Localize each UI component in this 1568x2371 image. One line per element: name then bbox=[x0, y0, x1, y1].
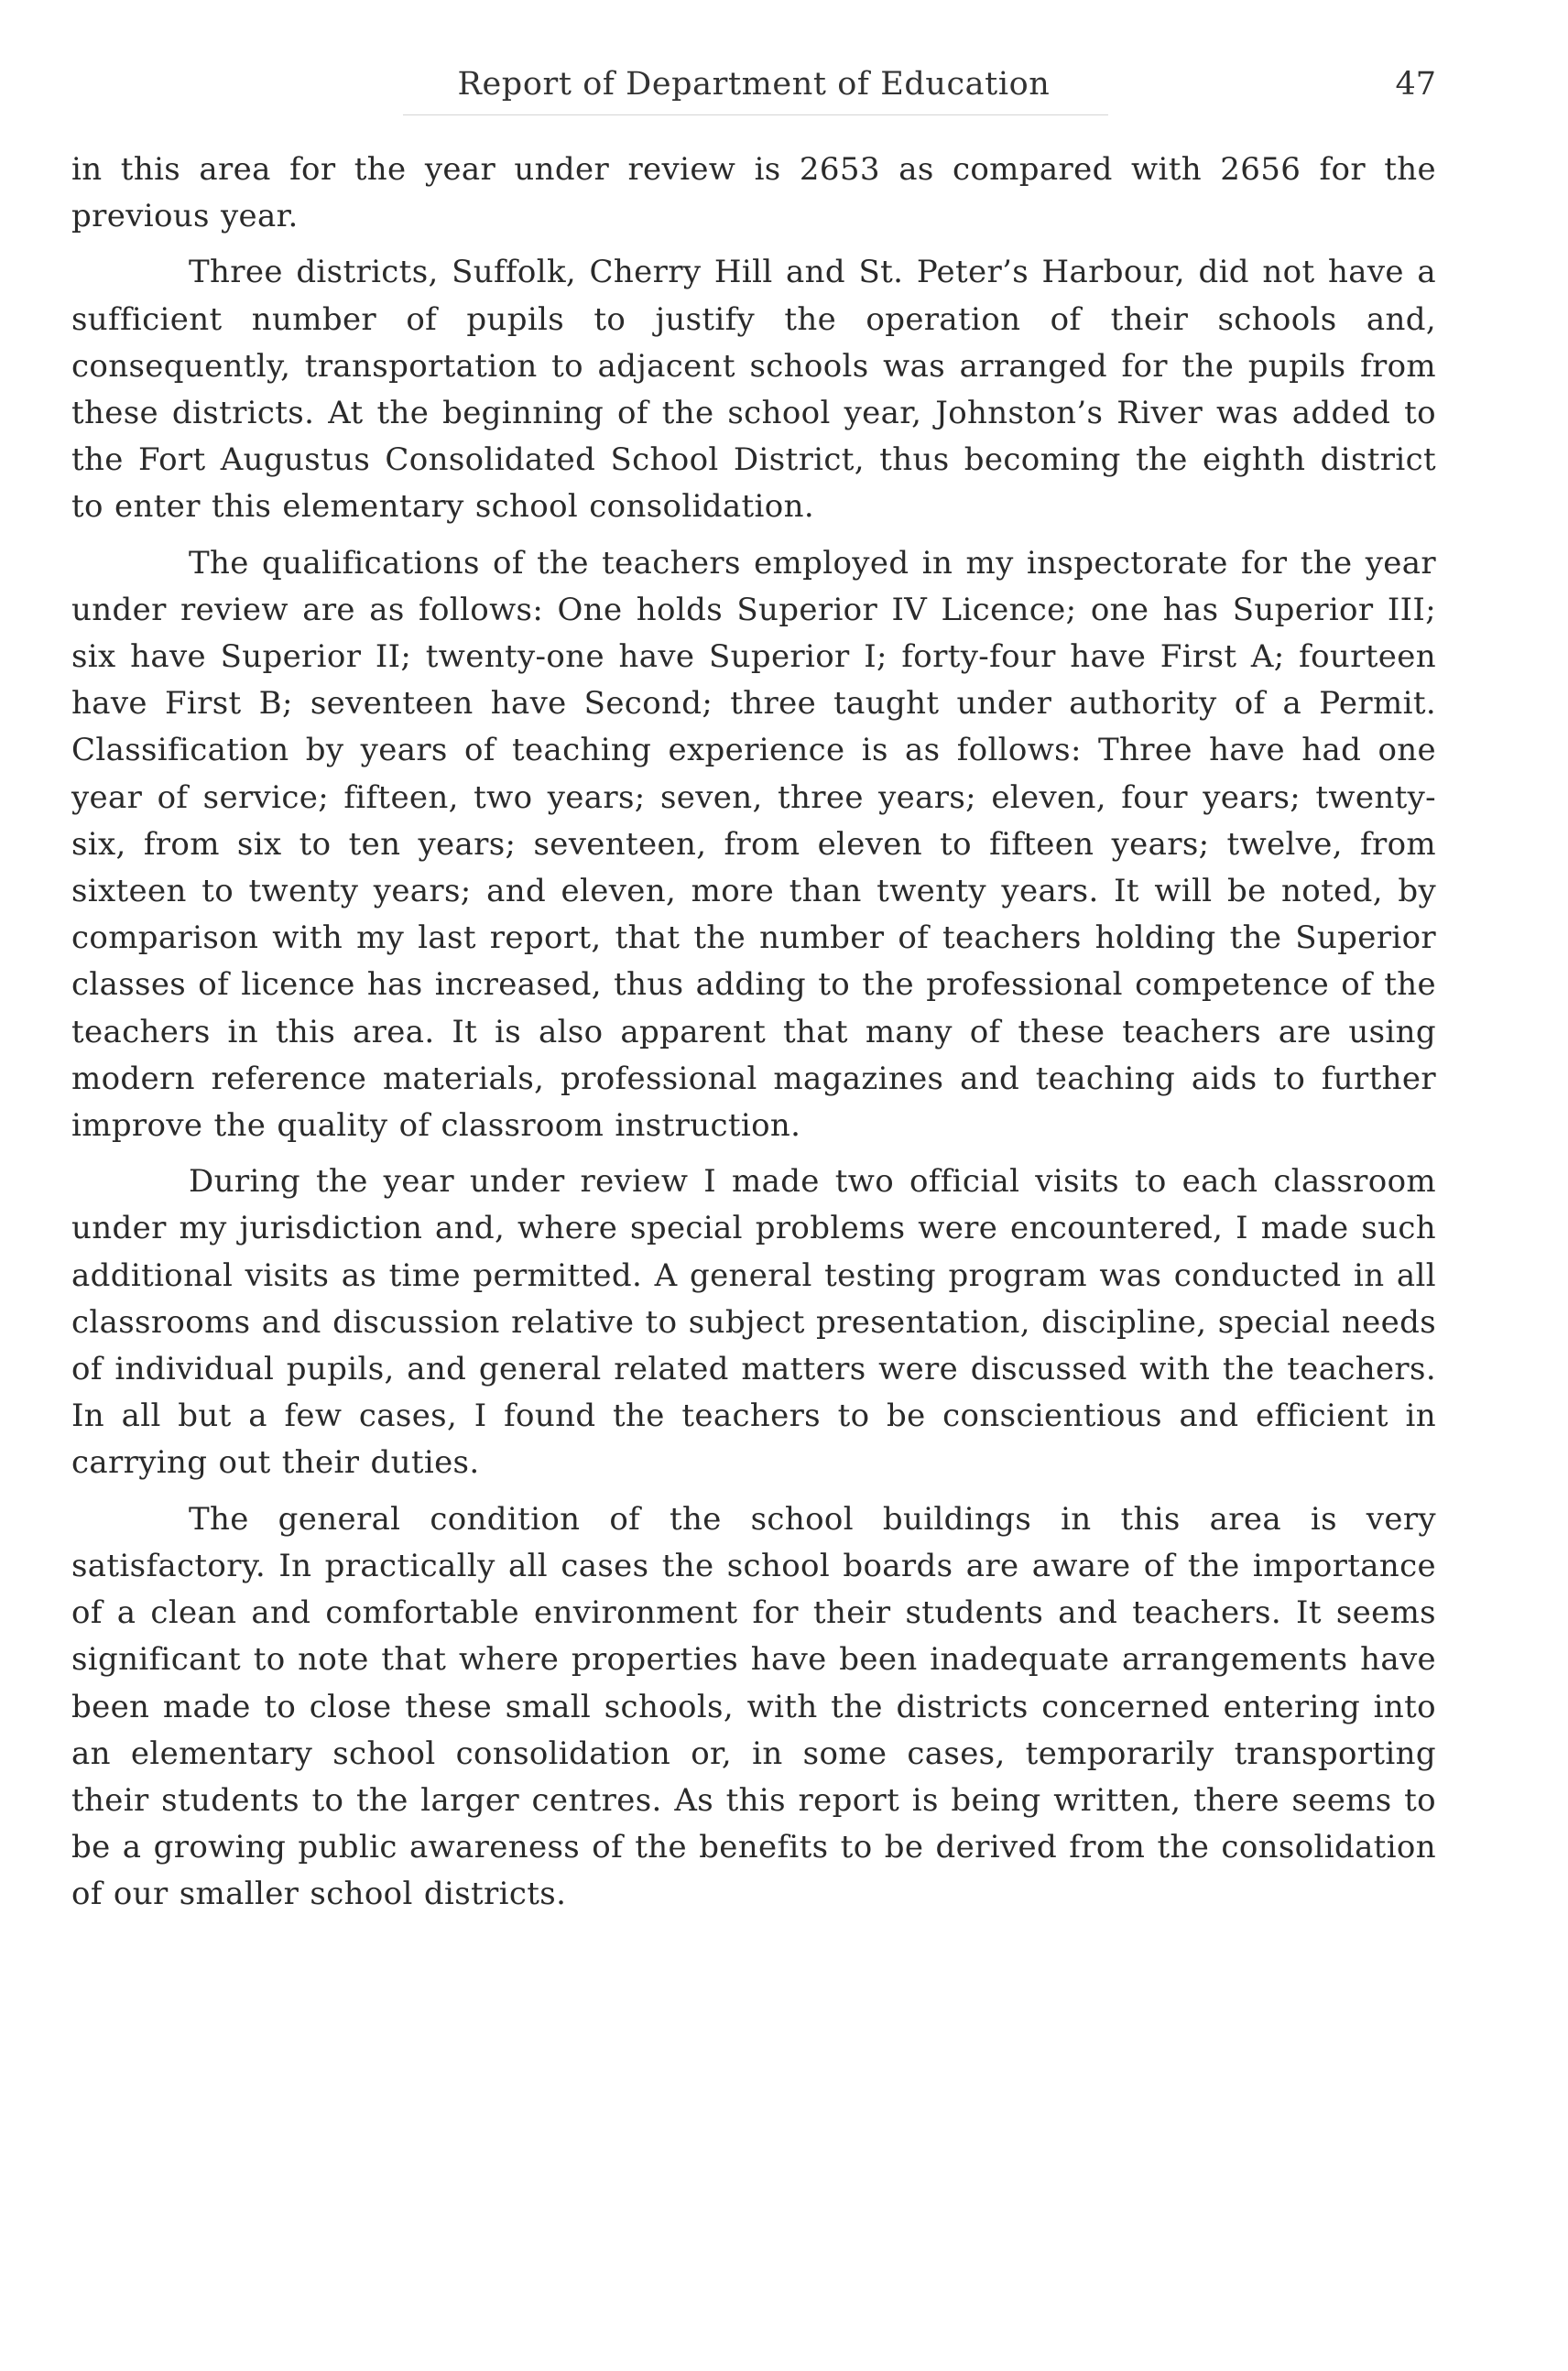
paragraph-continued: in this area for the year under review is 2653 as compared with 2656 for the previous year. bbox=[71, 151, 1436, 235]
paragraph-buildings: The general condition of the school buildings in this area is very satisfactory. In practically all cases the school boards are aware of the importance of a clean and comfortable environment for their students and teachers. It seems significant to note that where properties have been inadequate arrangements have been made to close these small schools, with the districts concerned entering into an elementary school consolidation or, in some cases, temporarily transporting their students to the larger centres. As this report is being written, there seems to be a growing public awareness of the benefits to be derived from the consolidation of our smaller school districts. bbox=[71, 1500, 1436, 1913]
body-text bbox=[71, 147, 1436, 1919]
running-head bbox=[71, 66, 1436, 114]
paragraph-districts: Three districts, Suffolk, Cherry Hill and St. Peter’s Harbour, did not have a sufficient number of pupils to justify the operation of their schools and, consequently, transportation to adjacent schools was arranged for the pupils from these districts. At the beginning of the school year, Johnston’s River was added to the Fort Augustus Consolidated School District, thus becoming the eighth district to enter this elementary school consolidation. bbox=[71, 254, 1436, 526]
running-head-title: Report of Department of Education bbox=[457, 66, 1051, 103]
paragraph-visits: During the year under review I made two official visits to each classroom under my jurisdiction and, where special problems were encountered, I made such additional visits as time permitted. A general testing program was conducted in all classrooms and discussion relative to subject presentation, discipline, special needs of individual pupils, and general related matters were discussed with the teachers. In all but a few cases, I found the teachers to be conscientious and efficient in carrying out their duties. bbox=[71, 1163, 1436, 1482]
header-rule bbox=[403, 114, 1108, 115]
paragraph-qualifications: The qualifications of the teachers employed in my inspectorate for the year under review are as follows: One holds Superior IV Licence; one has Superior III; six have Superior II; twenty-one have Superior I; forty-four have First A; fourteen have First B; seventeen have Second; three taught under authority of a Permit. Classification by years of teaching experience is as follows: Three have had one year of service; fifteen, two years; seven, three years; eleven, four years; twenty-six, from six to ten years; seventeen, from eleven to fifteen years; twelve, from sixteen to twenty years; and eleven, more than twenty years. It will be noted, by comparison with my last report, that the number of teachers holding the Superior classes of licence has increased, thus adding to the professional competence of the teachers in this area. It is also apparent that many of these teachers are using modern reference materials, professional magazines and teaching aids to further improve the quality of classroom instruction. bbox=[71, 544, 1436, 1145]
page-number: 47 bbox=[1395, 66, 1436, 103]
